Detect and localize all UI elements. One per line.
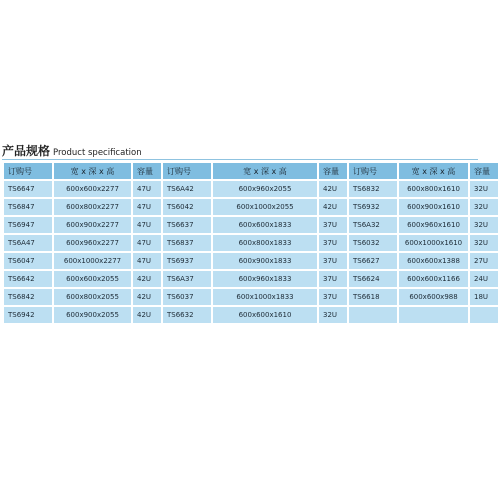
capacity-cell: 47U [133, 181, 161, 197]
header-dims: 宽 x 深 x 高 [213, 163, 317, 179]
dimensions-cell: 600x600x1388 [399, 253, 468, 269]
dimensions-cell: 600x900x1610 [399, 199, 468, 215]
capacity-cell: 42U [133, 289, 161, 305]
order-no-cell: TS6032 [349, 235, 397, 251]
dimensions-cell: 600x800x2055 [54, 289, 131, 305]
dimensions-cell: 600x600x1610 [213, 307, 317, 323]
header-dims: 宽 x 深 x 高 [54, 163, 131, 179]
table-row [4, 181, 498, 197]
section-title-en: Product specification [53, 148, 142, 158]
table-body [4, 181, 498, 323]
header-order-no: 订购号 [349, 163, 397, 179]
order-no-cell: TS6937 [163, 253, 211, 269]
dimensions-cell: 600x600x988 [399, 289, 468, 305]
header-order-no: 订购号 [4, 163, 52, 179]
capacity-cell: 37U [319, 235, 347, 251]
order-no-cell: TS6624 [349, 271, 397, 287]
order-no-cell: TS6A37 [163, 271, 211, 287]
table-row [4, 271, 498, 287]
dimensions-cell: 600x960x2277 [54, 235, 131, 251]
dimensions-cell: 600x960x2055 [213, 181, 317, 197]
capacity-cell: 47U [133, 253, 161, 269]
dimensions-cell: 600x800x1610 [399, 181, 468, 197]
capacity-cell: 32U [470, 235, 498, 251]
capacity-cell: 47U [133, 235, 161, 251]
capacity-cell: 37U [319, 217, 347, 233]
dimensions-cell: 600x1000x1833 [213, 289, 317, 305]
capacity-cell [470, 307, 498, 323]
title-divider [2, 159, 478, 160]
order-no-cell: TS6932 [349, 199, 397, 215]
header-capacity: 容量 [319, 163, 347, 179]
order-no-cell: TS6627 [349, 253, 397, 269]
table-row [4, 289, 498, 305]
dimensions-cell: 600x1000x1610 [399, 235, 468, 251]
order-no-cell: TS6037 [163, 289, 211, 305]
order-no-cell: TS6637 [163, 217, 211, 233]
table-row [4, 307, 498, 323]
dimensions-cell: 600x600x2277 [54, 181, 131, 197]
order-no-cell: TS6647 [4, 181, 52, 197]
table-row [4, 235, 498, 251]
order-no-cell: TS6632 [163, 307, 211, 323]
capacity-cell: 27U [470, 253, 498, 269]
table-row [4, 199, 498, 215]
capacity-cell: 42U [133, 307, 161, 323]
header-order-no: 订购号 [163, 163, 211, 179]
capacity-cell: 37U [319, 289, 347, 305]
dimensions-cell [399, 307, 468, 323]
capacity-cell: 47U [133, 217, 161, 233]
header-dims: 宽 x 深 x 高 [399, 163, 468, 179]
order-no-cell: TS6047 [4, 253, 52, 269]
dimensions-cell: 600x1000x2055 [213, 199, 317, 215]
dimensions-cell: 600x900x2055 [54, 307, 131, 323]
capacity-cell: 32U [470, 199, 498, 215]
capacity-cell: 37U [319, 253, 347, 269]
order-no-cell: TS6A32 [349, 217, 397, 233]
order-no-cell: TS6A47 [4, 235, 52, 251]
capacity-cell: 42U [133, 271, 161, 287]
dimensions-cell: 600x600x1833 [213, 217, 317, 233]
dimensions-cell: 600x800x1833 [213, 235, 317, 251]
order-no-cell: TS6837 [163, 235, 211, 251]
dimensions-cell: 600x900x1833 [213, 253, 317, 269]
capacity-cell: 37U [319, 271, 347, 287]
table-row [4, 217, 498, 233]
order-no-cell [349, 307, 397, 323]
dimensions-cell: 600x1000x2277 [54, 253, 131, 269]
order-no-cell: TS6832 [349, 181, 397, 197]
section-title-cn: 产品规格 [2, 144, 51, 158]
order-no-cell: TS6842 [4, 289, 52, 305]
dimensions-cell: 600x960x1833 [213, 271, 317, 287]
table-header-row [4, 163, 498, 179]
dimensions-cell: 600x900x2277 [54, 217, 131, 233]
order-no-cell: TS6942 [4, 307, 52, 323]
order-no-cell: TS6947 [4, 217, 52, 233]
spec-table [2, 161, 500, 325]
header-capacity: 容量 [133, 163, 161, 179]
capacity-cell: 18U [470, 289, 498, 305]
dimensions-cell: 600x600x2055 [54, 271, 131, 287]
order-no-cell: TS6042 [163, 199, 211, 215]
capacity-cell: 32U [470, 217, 498, 233]
capacity-cell: 42U [319, 199, 347, 215]
order-no-cell: TS6642 [4, 271, 52, 287]
order-no-cell: TS6618 [349, 289, 397, 305]
dimensions-cell: 600x600x1166 [399, 271, 468, 287]
dimensions-cell: 600x960x1610 [399, 217, 468, 233]
capacity-cell: 32U [319, 307, 347, 323]
table-row [4, 253, 498, 269]
order-no-cell: TS6847 [4, 199, 52, 215]
capacity-cell: 32U [470, 181, 498, 197]
section-title [2, 142, 142, 158]
capacity-cell: 47U [133, 199, 161, 215]
capacity-cell: 42U [319, 181, 347, 197]
dimensions-cell: 600x800x2277 [54, 199, 131, 215]
header-capacity: 容量 [470, 163, 498, 179]
capacity-cell: 24U [470, 271, 498, 287]
order-no-cell: TS6A42 [163, 181, 211, 197]
